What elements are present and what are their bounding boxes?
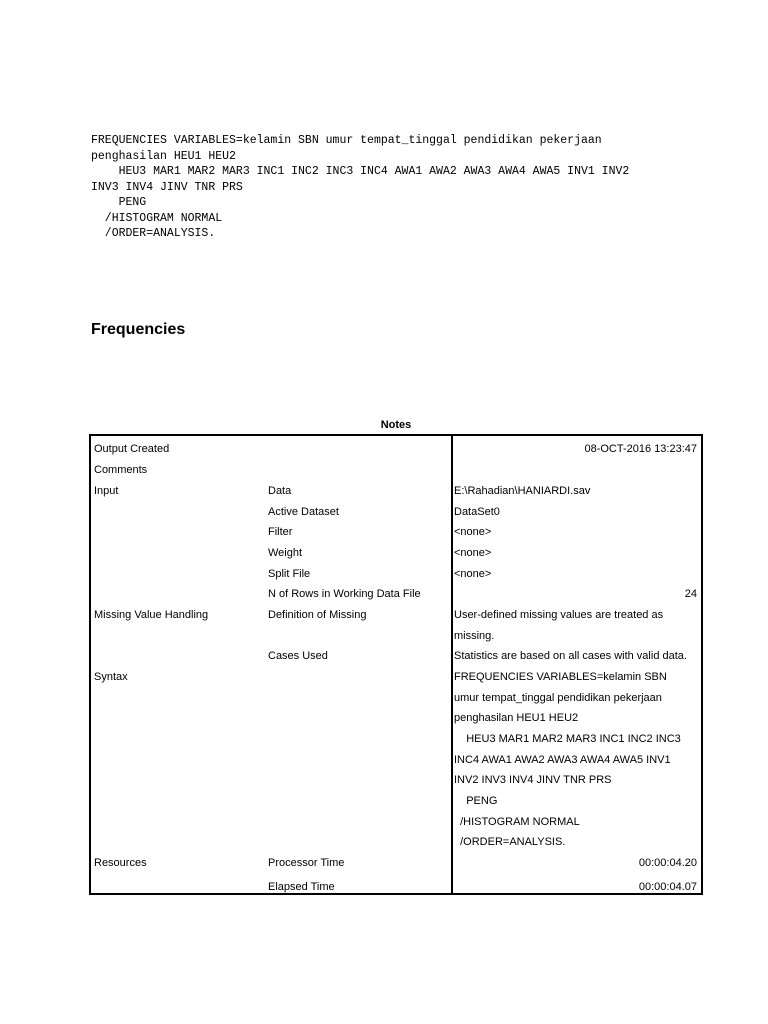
syntax-value-line: /HISTOGRAM NORMAL (454, 816, 580, 828)
row-label-output-created: Output Created (94, 443, 170, 455)
sub-label-data: Data (268, 485, 292, 497)
sub-label-n-rows: N of Rows in Working Data File (268, 588, 421, 600)
sub-label-processor-time: Processor Time (268, 857, 345, 869)
row-label-resources: Resources (94, 857, 147, 869)
row-label-syntax: Syntax (94, 671, 128, 683)
filter-value: <none> (454, 526, 492, 538)
syntax-block (91, 133, 629, 242)
section-title: Frequencies (91, 321, 186, 338)
syntax-value-line: HEU3 MAR1 MAR2 MAR3 INC1 INC2 INC3 (454, 733, 681, 745)
data-value: E:\Rahadian\HANIARDI.sav (454, 485, 591, 497)
syntax-line: /HISTOGRAM NORMAL (91, 211, 223, 225)
row-label-input: Input (94, 485, 119, 497)
sub-label-split-file: Split File (268, 568, 311, 580)
notes-table (89, 434, 703, 895)
syntax-line: penghasilan HEU1 HEU2 (91, 149, 236, 163)
syntax-line: PENG (91, 196, 147, 209)
sub-label-filter: Filter (268, 526, 293, 538)
n-rows-value: 24 (684, 588, 697, 600)
syntax-value-line: INC4 AWA1 AWA2 AWA3 AWA4 AWA5 INV1 (454, 754, 671, 766)
syntax-value-line: FREQUENCIES VARIABLES=kelamin SBN (454, 671, 667, 683)
row-label-missing-value-handling: Missing Value Handling (94, 609, 209, 621)
weight-value: <none> (454, 547, 492, 559)
syntax-value-line: umur tempat_tinggal pendidikan pekerjaan (454, 692, 662, 704)
output-created-value: 08-OCT-2016 13:23:47 (584, 443, 697, 455)
syntax-line: HEU3 MAR1 MAR2 MAR3 INC1 INC2 INC3 INC4 AWA1 AWA2 AWA3 AWA4 AWA5 INV1 INV2 (91, 165, 630, 178)
sub-label-elapsed-time: Elapsed Time (268, 881, 335, 893)
column-divider (451, 436, 453, 893)
active-dataset-value: DataSet0 (454, 506, 500, 518)
cases-used-value: Statistics are based on all cases with valid data. (454, 650, 687, 662)
row-label-comments: Comments (94, 464, 148, 476)
sub-label-definition-of-missing: Definition of Missing (268, 609, 367, 621)
sub-label-weight: Weight (268, 547, 303, 559)
sub-label-cases-used: Cases Used (268, 650, 328, 662)
notes-table-title: Notes (380, 419, 412, 431)
syntax-value-line: INV2 INV3 INV4 JINV TNR PRS (454, 774, 612, 786)
syntax-line: /ORDER=ANALYSIS. (91, 227, 216, 240)
syntax-value-line: /ORDER=ANALYSIS. (454, 836, 566, 848)
split-file-value: <none> (454, 568, 492, 580)
sub-label-active-dataset: Active Dataset (268, 506, 339, 518)
syntax-line: FREQUENCIES VARIABLES=kelamin SBN umur tempat_tinggal pendidikan pekerjaan (91, 134, 602, 147)
definition-of-missing-value: User-defined missing values are treated as (454, 609, 664, 621)
definition-of-missing-value: missing. (454, 630, 495, 642)
syntax-value-line: penghasilan HEU1 HEU2 (454, 712, 579, 724)
syntax-line: INV3 INV4 JINV TNR PRS (91, 180, 243, 194)
elapsed-time-value: 00:00:04.07 (638, 881, 697, 893)
syntax-value-line: PENG (454, 795, 498, 807)
processor-time-value: 00:00:04.20 (638, 857, 697, 869)
